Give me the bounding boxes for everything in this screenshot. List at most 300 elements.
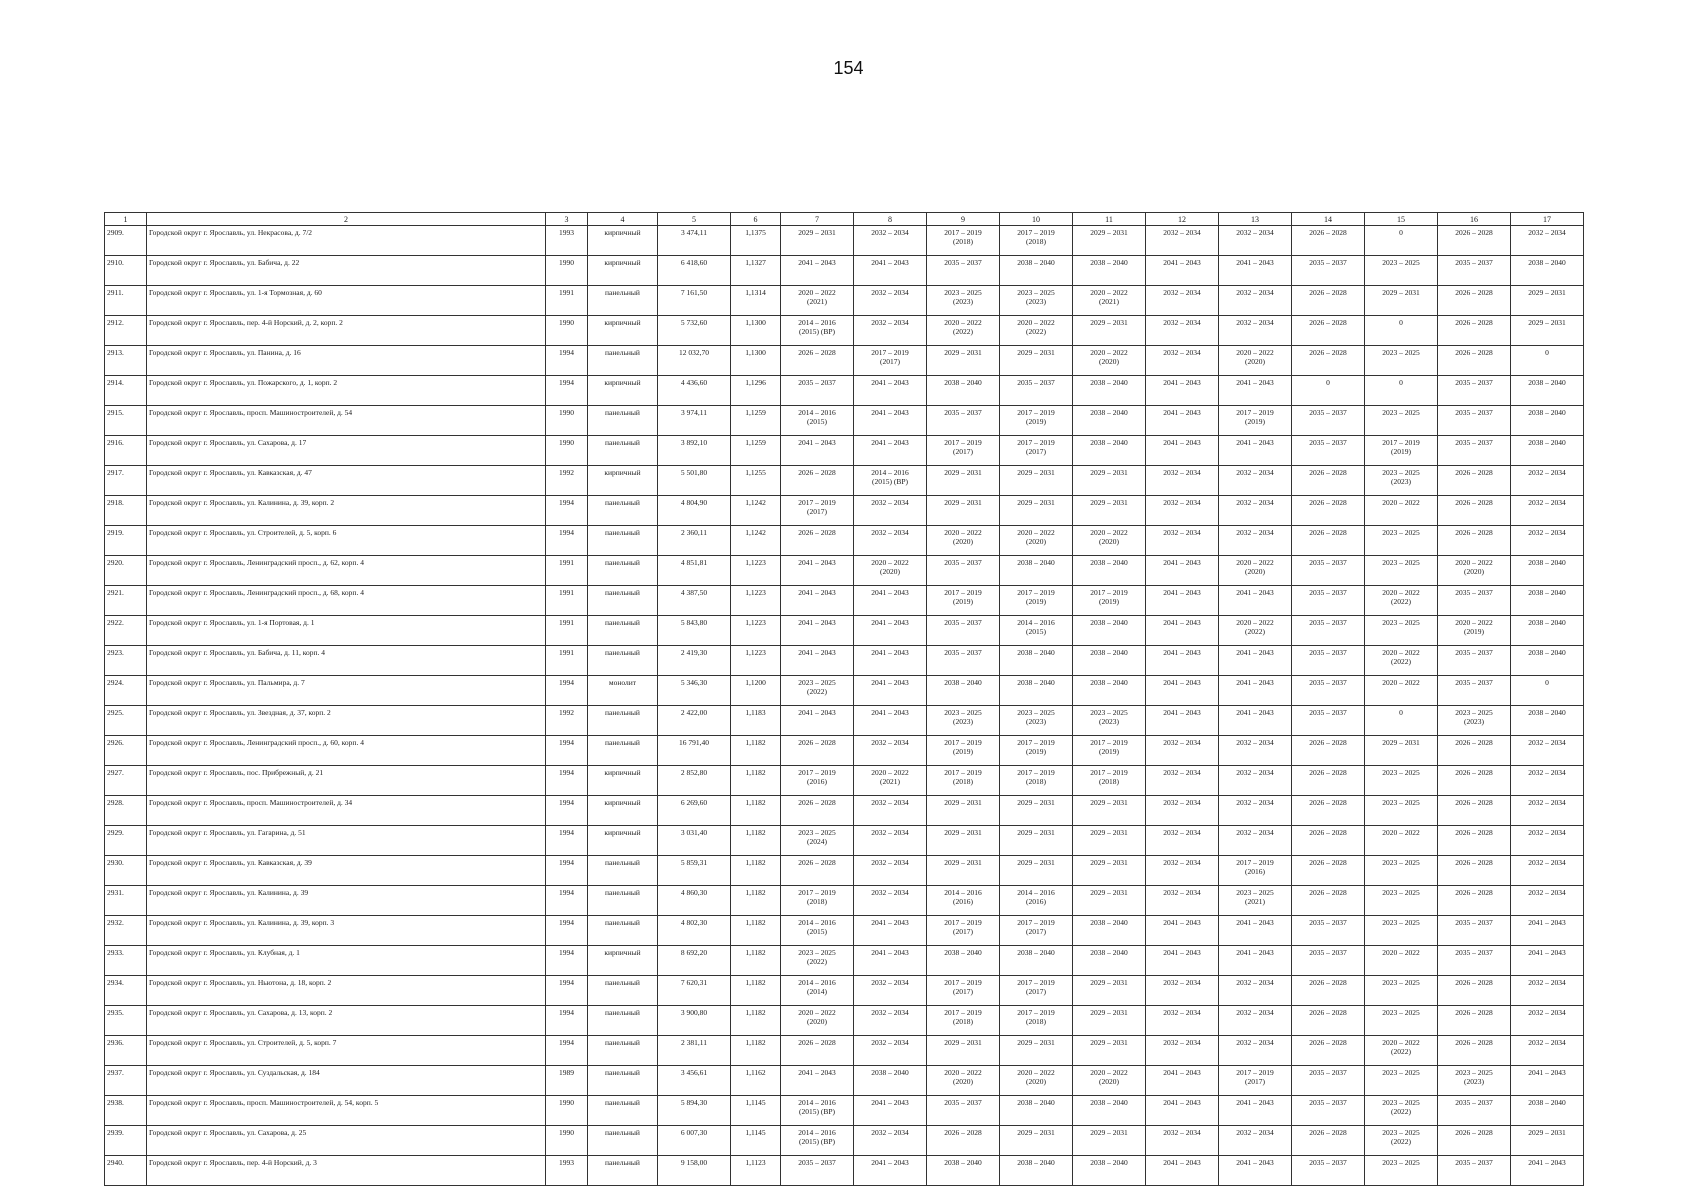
table-cell: Городской округ г. Ярославль, Ленинградский просп., д. 62, корп. 4 [147,556,546,586]
table-cell: 2041 – 2043 [781,436,854,466]
table-cell: 2038 – 2040 [1000,1096,1073,1126]
table-cell: 2041 – 2043 [854,946,927,976]
column-header: 8 [854,213,927,226]
table-cell: 2041 – 2043 [854,676,927,706]
table-cell: 2017 – 2019 (2017) [1000,916,1073,946]
table-cell: 2032 – 2034 [1146,316,1219,346]
table-cell: 2041 – 2043 [1146,1096,1219,1126]
table-cell: 2041 – 2043 [1511,1156,1584,1186]
table-row [105,256,1584,286]
table-cell: 2038 – 2040 [1511,556,1584,586]
table-cell: 2035 – 2037 [1438,256,1511,286]
table-cell: 2020 – 2022 (2020) [927,1066,1000,1096]
table-cell: 1994 [546,976,588,1006]
table-cell: 2029 – 2031 [927,496,1000,526]
table-cell: 2017 – 2019 (2017) [781,496,854,526]
table-cell: монолит [588,676,658,706]
table-cell: 2020 – 2022 (2020) [1000,1066,1073,1096]
table-cell: 2017 – 2019 (2019) [1000,586,1073,616]
table-cell: 2020 – 2022 (2020) [1438,556,1511,586]
table-cell: 6 269,60 [658,796,731,826]
table-cell: 3 892,10 [658,436,731,466]
table-cell: 1994 [546,886,588,916]
table-cell: 2041 – 2043 [1146,676,1219,706]
table-cell: 2020 – 2022 [1365,676,1438,706]
table-cell: 2026 – 2028 [1438,736,1511,766]
table-cell: 2035 – 2037 [781,1156,854,1186]
table-row [105,976,1584,1006]
table-cell: 1990 [546,256,588,286]
table-cell: Городской округ г. Ярославль, ул. Пальмира, д. 7 [147,676,546,706]
table-cell: 2038 – 2040 [1073,1156,1146,1186]
table-cell: 2029 – 2031 [1073,1006,1146,1036]
table-cell: панельный [588,976,658,1006]
table-cell: 2038 – 2040 [1511,1096,1584,1126]
table-cell: 2035 – 2037 [1292,256,1365,286]
table-cell: кирпичный [588,826,658,856]
table-cell: 5 894,30 [658,1096,731,1126]
column-header: 11 [1073,213,1146,226]
table-cell: 2032 – 2034 [1511,826,1584,856]
table-row [105,1126,1584,1156]
table-cell: 2020 – 2022 (2021) [781,286,854,316]
table-cell: 2020 – 2022 (2021) [854,766,927,796]
table-cell: 2929. [105,826,147,856]
table-cell: 2029 – 2031 [927,796,1000,826]
table-cell: 2032 – 2034 [1511,736,1584,766]
table-cell: Городской округ г. Ярославль, ул. Строителей, д. 5, корп. 6 [147,526,546,556]
table-cell: панельный [588,706,658,736]
table-cell: 1994 [546,496,588,526]
table-cell: 2023 – 2025 (2022) [781,676,854,706]
table-cell: 1,1182 [731,886,781,916]
table-cell: 2020 – 2022 (2022) [1365,646,1438,676]
table-cell: 7 161,50 [658,286,731,316]
table-cell: 1994 [546,766,588,796]
table-cell: 2041 – 2043 [1146,586,1219,616]
table-cell: 2017 – 2019 (2017) [927,916,1000,946]
table-cell: 2038 – 2040 [1073,256,1146,286]
table-cell: 2029 – 2031 [1511,286,1584,316]
table-cell: 2041 – 2043 [854,586,927,616]
table-cell: 2014 – 2016 (2016) [1000,886,1073,916]
table-cell: 2041 – 2043 [1219,1156,1292,1186]
table-cell: 2017 – 2019 (2018) [1000,1006,1073,1036]
table-cell: 2026 – 2028 [781,1036,854,1066]
table-cell: 3 974,11 [658,406,731,436]
table-cell: 2038 – 2040 [1073,406,1146,436]
table-cell: 2041 – 2043 [854,1096,927,1126]
table-cell: панельный [588,406,658,436]
table-cell: 2038 – 2040 [927,1156,1000,1186]
table-cell: 2023 – 2025 (2021) [1219,886,1292,916]
table-cell: 1994 [546,826,588,856]
table-cell: 3 031,40 [658,826,731,856]
table-cell: 2023 – 2025 (2023) [927,286,1000,316]
table-cell: 1994 [546,946,588,976]
table-cell: 2029 – 2031 [1511,1126,1584,1156]
table-cell: 2026 – 2028 [1438,1006,1511,1036]
table-cell: 2041 – 2043 [1146,256,1219,286]
table-cell: 2928. [105,796,147,826]
table-cell: 1990 [546,1096,588,1126]
table-cell: 2038 – 2040 [1073,376,1146,406]
table-cell: 2032 – 2034 [1146,226,1219,256]
table-cell: 2041 – 2043 [854,616,927,646]
page-number: 154 [833,58,864,78]
table-cell: 1,1223 [731,616,781,646]
table-cell: 1992 [546,706,588,736]
table-cell: 2032 – 2034 [1219,466,1292,496]
table-cell: 2026 – 2028 [1292,466,1365,496]
table-cell: 2020 – 2022 (2020) [854,556,927,586]
table-cell: 2026 – 2028 [781,796,854,826]
table-cell: 2918. [105,496,147,526]
table-cell: 1994 [546,676,588,706]
table-cell: 0 [1365,226,1438,256]
table-cell: кирпичный [588,226,658,256]
table-cell: 2041 – 2043 [1219,436,1292,466]
table-cell: 0 [1365,316,1438,346]
table-cell: 2041 – 2043 [1146,556,1219,586]
table-cell: 2041 – 2043 [1219,706,1292,736]
table-cell: 1991 [546,556,588,586]
table-cell: 2014 – 2016 (2015) [781,406,854,436]
table-cell: 2041 – 2043 [1219,1096,1292,1126]
table-cell: 2 852,80 [658,766,731,796]
table-cell: 2937. [105,1066,147,1096]
table-cell: 2026 – 2028 [1292,346,1365,376]
table-cell: 2914. [105,376,147,406]
table-cell: 2029 – 2031 [1073,1036,1146,1066]
table-cell: 2017 – 2019 (2018) [781,886,854,916]
table-cell: панельный [588,1036,658,1066]
register-table [104,212,1584,1186]
table-cell: 4 387,50 [658,586,731,616]
table-cell: 1992 [546,466,588,496]
table-cell: кирпичный [588,256,658,286]
table-cell: 2023 – 2025 (2023) [1438,1066,1511,1096]
table-cell: 2017 – 2019 (2016) [1219,856,1292,886]
table-cell: 2038 – 2040 [1511,406,1584,436]
table-cell: 2032 – 2034 [854,496,927,526]
table-cell: 2023 – 2025 [1365,346,1438,376]
table-cell: 2026 – 2028 [1438,316,1511,346]
table-cell: 2014 – 2016 (2015) (ВР) [781,316,854,346]
table-cell: 1994 [546,1036,588,1066]
table-cell: 6 418,60 [658,256,731,286]
table-cell: 1,1242 [731,526,781,556]
table-cell: 3 474,11 [658,226,731,256]
table-cell: 2023 – 2025 [1365,1156,1438,1186]
table-cell: 2023 – 2025 (2023) [1000,706,1073,736]
table-cell: 2017 – 2019 (2018) [927,226,1000,256]
table-cell: 2026 – 2028 [1292,286,1365,316]
table-cell: 2029 – 2031 [1073,826,1146,856]
table-cell: 2041 – 2043 [781,256,854,286]
table-cell: 2017 – 2019 (2017) [927,976,1000,1006]
table-cell: 1,1375 [731,226,781,256]
table-cell: 2032 – 2034 [1511,526,1584,556]
table-cell: 2035 – 2037 [1292,616,1365,646]
table-cell: 2029 – 2031 [1073,1126,1146,1156]
table-cell: 2029 – 2031 [927,856,1000,886]
table-cell: 2041 – 2043 [854,646,927,676]
table-cell: 12 032,70 [658,346,731,376]
table-cell: 2029 – 2031 [781,226,854,256]
table-cell: 2041 – 2043 [854,406,927,436]
table-cell: 2936. [105,1036,147,1066]
table-cell: 2038 – 2040 [927,676,1000,706]
table-row [105,586,1584,616]
table-cell: 2038 – 2040 [1000,556,1073,586]
table-cell: 1989 [546,1066,588,1096]
table-cell: 2026 – 2028 [1438,826,1511,856]
table-cell: 2931. [105,886,147,916]
table-cell: 2032 – 2034 [1511,1036,1584,1066]
table-cell: 2041 – 2043 [781,586,854,616]
table-row [105,316,1584,346]
table-cell: 5 346,30 [658,676,731,706]
table-cell: Городской округ г. Ярославль, ул. 1-я Тормозная, д. 60 [147,286,546,316]
table-cell: 1991 [546,646,588,676]
table-cell: 2023 – 2025 [1365,526,1438,556]
table-cell: 2041 – 2043 [1219,256,1292,286]
table-row [105,226,1584,256]
table-row [105,676,1584,706]
table-cell: 2910. [105,256,147,286]
table-cell: 2026 – 2028 [1292,1126,1365,1156]
table-cell: 2026 – 2028 [927,1126,1000,1156]
table-cell: 2041 – 2043 [1511,946,1584,976]
table-cell: 2923. [105,646,147,676]
table-cell: 2014 – 2016 (2015) [1000,616,1073,646]
table-cell: 2032 – 2034 [1146,346,1219,376]
table-cell: 2014 – 2016 (2015) (ВР) [854,466,927,496]
table-cell: 2014 – 2016 (2016) [927,886,1000,916]
table-cell: 1991 [546,586,588,616]
table-cell: 2026 – 2028 [1292,316,1365,346]
table-row [105,736,1584,766]
column-header: 7 [781,213,854,226]
table-cell: 2017 – 2019 (2019) [1073,736,1146,766]
table-cell: 2026 – 2028 [1292,496,1365,526]
table-cell: 2026 – 2028 [1292,856,1365,886]
table-cell: 2041 – 2043 [1146,916,1219,946]
table-cell: 2026 – 2028 [1438,346,1511,376]
table-cell: 2023 – 2025 (2022) [1365,1126,1438,1156]
table-cell: 2038 – 2040 [1073,616,1146,646]
table-cell: 0 [1365,706,1438,736]
column-header: 4 [588,213,658,226]
table-cell: 2035 – 2037 [1292,676,1365,706]
table-cell: 2032 – 2034 [1146,496,1219,526]
table-cell: 2029 – 2031 [1000,466,1073,496]
table-cell: 2026 – 2028 [1438,976,1511,1006]
table-cell: панельный [588,916,658,946]
table-row [105,766,1584,796]
table-cell: 2017 – 2019 (2018) [1000,226,1073,256]
table-cell: 2041 – 2043 [854,436,927,466]
table-cell: 2023 – 2025 (2023) [1438,706,1511,736]
column-header: 9 [927,213,1000,226]
table-cell: 4 860,30 [658,886,731,916]
column-header: 14 [1292,213,1365,226]
table-cell: 2915. [105,406,147,436]
table-cell: 2029 – 2031 [1073,886,1146,916]
table-cell: Городской округ г. Ярославль, ул. Ньютона, д. 18, корп. 2 [147,976,546,1006]
table-cell: Городской округ г. Ярославль, ул. Бабича, д. 11, корп. 4 [147,646,546,676]
table-cell: 2026 – 2028 [1292,226,1365,256]
table-cell: 1,1182 [731,826,781,856]
table-cell: 2035 – 2037 [1438,376,1511,406]
table-cell: 2032 – 2034 [1511,496,1584,526]
table-cell: 4 802,30 [658,916,731,946]
table-cell: 2029 – 2031 [1000,796,1073,826]
table-cell: 2017 – 2019 (2019) [1073,586,1146,616]
column-header: 13 [1219,213,1292,226]
table-row [105,916,1584,946]
table-cell: 2916. [105,436,147,466]
table-cell: 2023 – 2025 [1365,976,1438,1006]
table-cell: 2930. [105,856,147,886]
table-cell: 2023 – 2025 (2024) [781,826,854,856]
table-cell: 2032 – 2034 [1146,1126,1219,1156]
table-cell: 2017 – 2019 (2019) [927,586,1000,616]
table-cell: 2038 – 2040 [1073,646,1146,676]
column-header: 16 [1438,213,1511,226]
table-cell: 3 900,80 [658,1006,731,1036]
table-cell: 2041 – 2043 [1146,946,1219,976]
table-cell: 1,1182 [731,946,781,976]
table-cell: Городской округ г. Ярославль, ул. Сахарова, д. 25 [147,1126,546,1156]
table-cell: 2023 – 2025 [1365,796,1438,826]
table-cell: 2026 – 2028 [1292,976,1365,1006]
table-cell: кирпичный [588,946,658,976]
table-cell: 2032 – 2034 [1146,886,1219,916]
table-cell: 2038 – 2040 [1511,256,1584,286]
table-cell: 1994 [546,346,588,376]
table-cell: 2026 – 2028 [1438,1036,1511,1066]
table-cell: 2020 – 2022 (2020) [1000,526,1073,556]
table-cell: 2038 – 2040 [927,376,1000,406]
table-cell: 2029 – 2031 [1365,286,1438,316]
table-cell: 2014 – 2016 (2015) (ВР) [781,1126,854,1156]
table-cell: 2041 – 2043 [781,616,854,646]
table-cell: 2032 – 2034 [854,286,927,316]
table-cell: 2020 – 2022 (2020) [781,1006,854,1036]
table-row [105,376,1584,406]
table-cell: 1994 [546,856,588,886]
table-cell: 2038 – 2040 [927,946,1000,976]
table-cell: 2032 – 2034 [1219,826,1292,856]
table-row [105,826,1584,856]
table-cell: 2041 – 2043 [1146,406,1219,436]
table-row [105,616,1584,646]
table-cell: 2035 – 2037 [1438,646,1511,676]
table-cell: 2038 – 2040 [1073,946,1146,976]
table-cell: 2035 – 2037 [1438,946,1511,976]
table-cell: 2041 – 2043 [1511,1066,1584,1096]
table-cell: 2017 – 2019 (2019) [1365,436,1438,466]
table-cell: 2038 – 2040 [1000,1156,1073,1186]
table-cell: 2026 – 2028 [1438,526,1511,556]
table-cell: 2927. [105,766,147,796]
table-cell: 2035 – 2037 [1292,406,1365,436]
table-cell: 2041 – 2043 [854,916,927,946]
table-cell: 2029 – 2031 [927,826,1000,856]
table-cell: 1,1145 [731,1096,781,1126]
table-cell: 2020 – 2022 [1365,496,1438,526]
table-cell: 2041 – 2043 [1219,916,1292,946]
table-cell: 2032 – 2034 [1146,1036,1219,1066]
table-cell: 2032 – 2034 [1511,886,1584,916]
table-cell: 2041 – 2043 [854,256,927,286]
table-cell: 2038 – 2040 [1000,256,1073,286]
table-cell: 1,1300 [731,316,781,346]
table-cell: 2023 – 2025 [1365,1066,1438,1096]
table-cell: 2041 – 2043 [854,376,927,406]
table-cell: 2032 – 2034 [1219,766,1292,796]
table-cell: 1,1242 [731,496,781,526]
table-cell: 2032 – 2034 [1511,766,1584,796]
table-cell: Городской округ г. Ярославль, ул. Суздальская, д. 184 [147,1066,546,1096]
table-cell: кирпичный [588,316,658,346]
table-cell: 1990 [546,436,588,466]
table-cell: 2026 – 2028 [781,526,854,556]
table-cell: 2032 – 2034 [1219,976,1292,1006]
table-cell: 2017 – 2019 (2019) [1000,406,1073,436]
table-cell: 2038 – 2040 [1000,646,1073,676]
column-header: 12 [1146,213,1219,226]
table-cell: 2038 – 2040 [1073,916,1146,946]
table-cell: 2029 – 2031 [927,466,1000,496]
table-cell: 2026 – 2028 [1292,1006,1365,1036]
table-row [105,886,1584,916]
table-cell: 2925. [105,706,147,736]
table-cell: 2017 – 2019 (2019) [1000,736,1073,766]
table-cell: панельный [588,616,658,646]
table-cell: Городской округ г. Ярославль, ул. Сахарова, д. 17 [147,436,546,466]
table-cell: 2020 – 2022 (2022) [1365,1036,1438,1066]
table-cell: 2017 – 2019 (2017) [1219,1066,1292,1096]
table-cell: 3 456,61 [658,1066,731,1096]
table-cell: 2035 – 2037 [1292,706,1365,736]
table-cell: 1,1182 [731,766,781,796]
table-cell: 1,1300 [731,346,781,376]
table-cell: 16 791,40 [658,736,731,766]
table-cell: 2041 – 2043 [781,1066,854,1096]
table-cell: 2017 – 2019 (2016) [781,766,854,796]
table-cell: 2032 – 2034 [1511,856,1584,886]
table-cell: 5 859,31 [658,856,731,886]
table-cell: 2032 – 2034 [1219,736,1292,766]
column-header: 3 [546,213,588,226]
table-row [105,706,1584,736]
table-cell: 2035 – 2037 [1292,646,1365,676]
table-cell: 2041 – 2043 [781,556,854,586]
table-cell: 4 436,60 [658,376,731,406]
table-cell: 1991 [546,616,588,646]
table-cell: 2020 – 2022 [1365,946,1438,976]
table-cell: 2038 – 2040 [1073,556,1146,586]
table-cell: 1,1162 [731,1066,781,1096]
table-cell: 1993 [546,226,588,256]
table-cell: 1,1182 [731,796,781,826]
table-row [105,1006,1584,1036]
table-cell: 2035 – 2037 [1292,436,1365,466]
table-cell: 2041 – 2043 [1146,646,1219,676]
